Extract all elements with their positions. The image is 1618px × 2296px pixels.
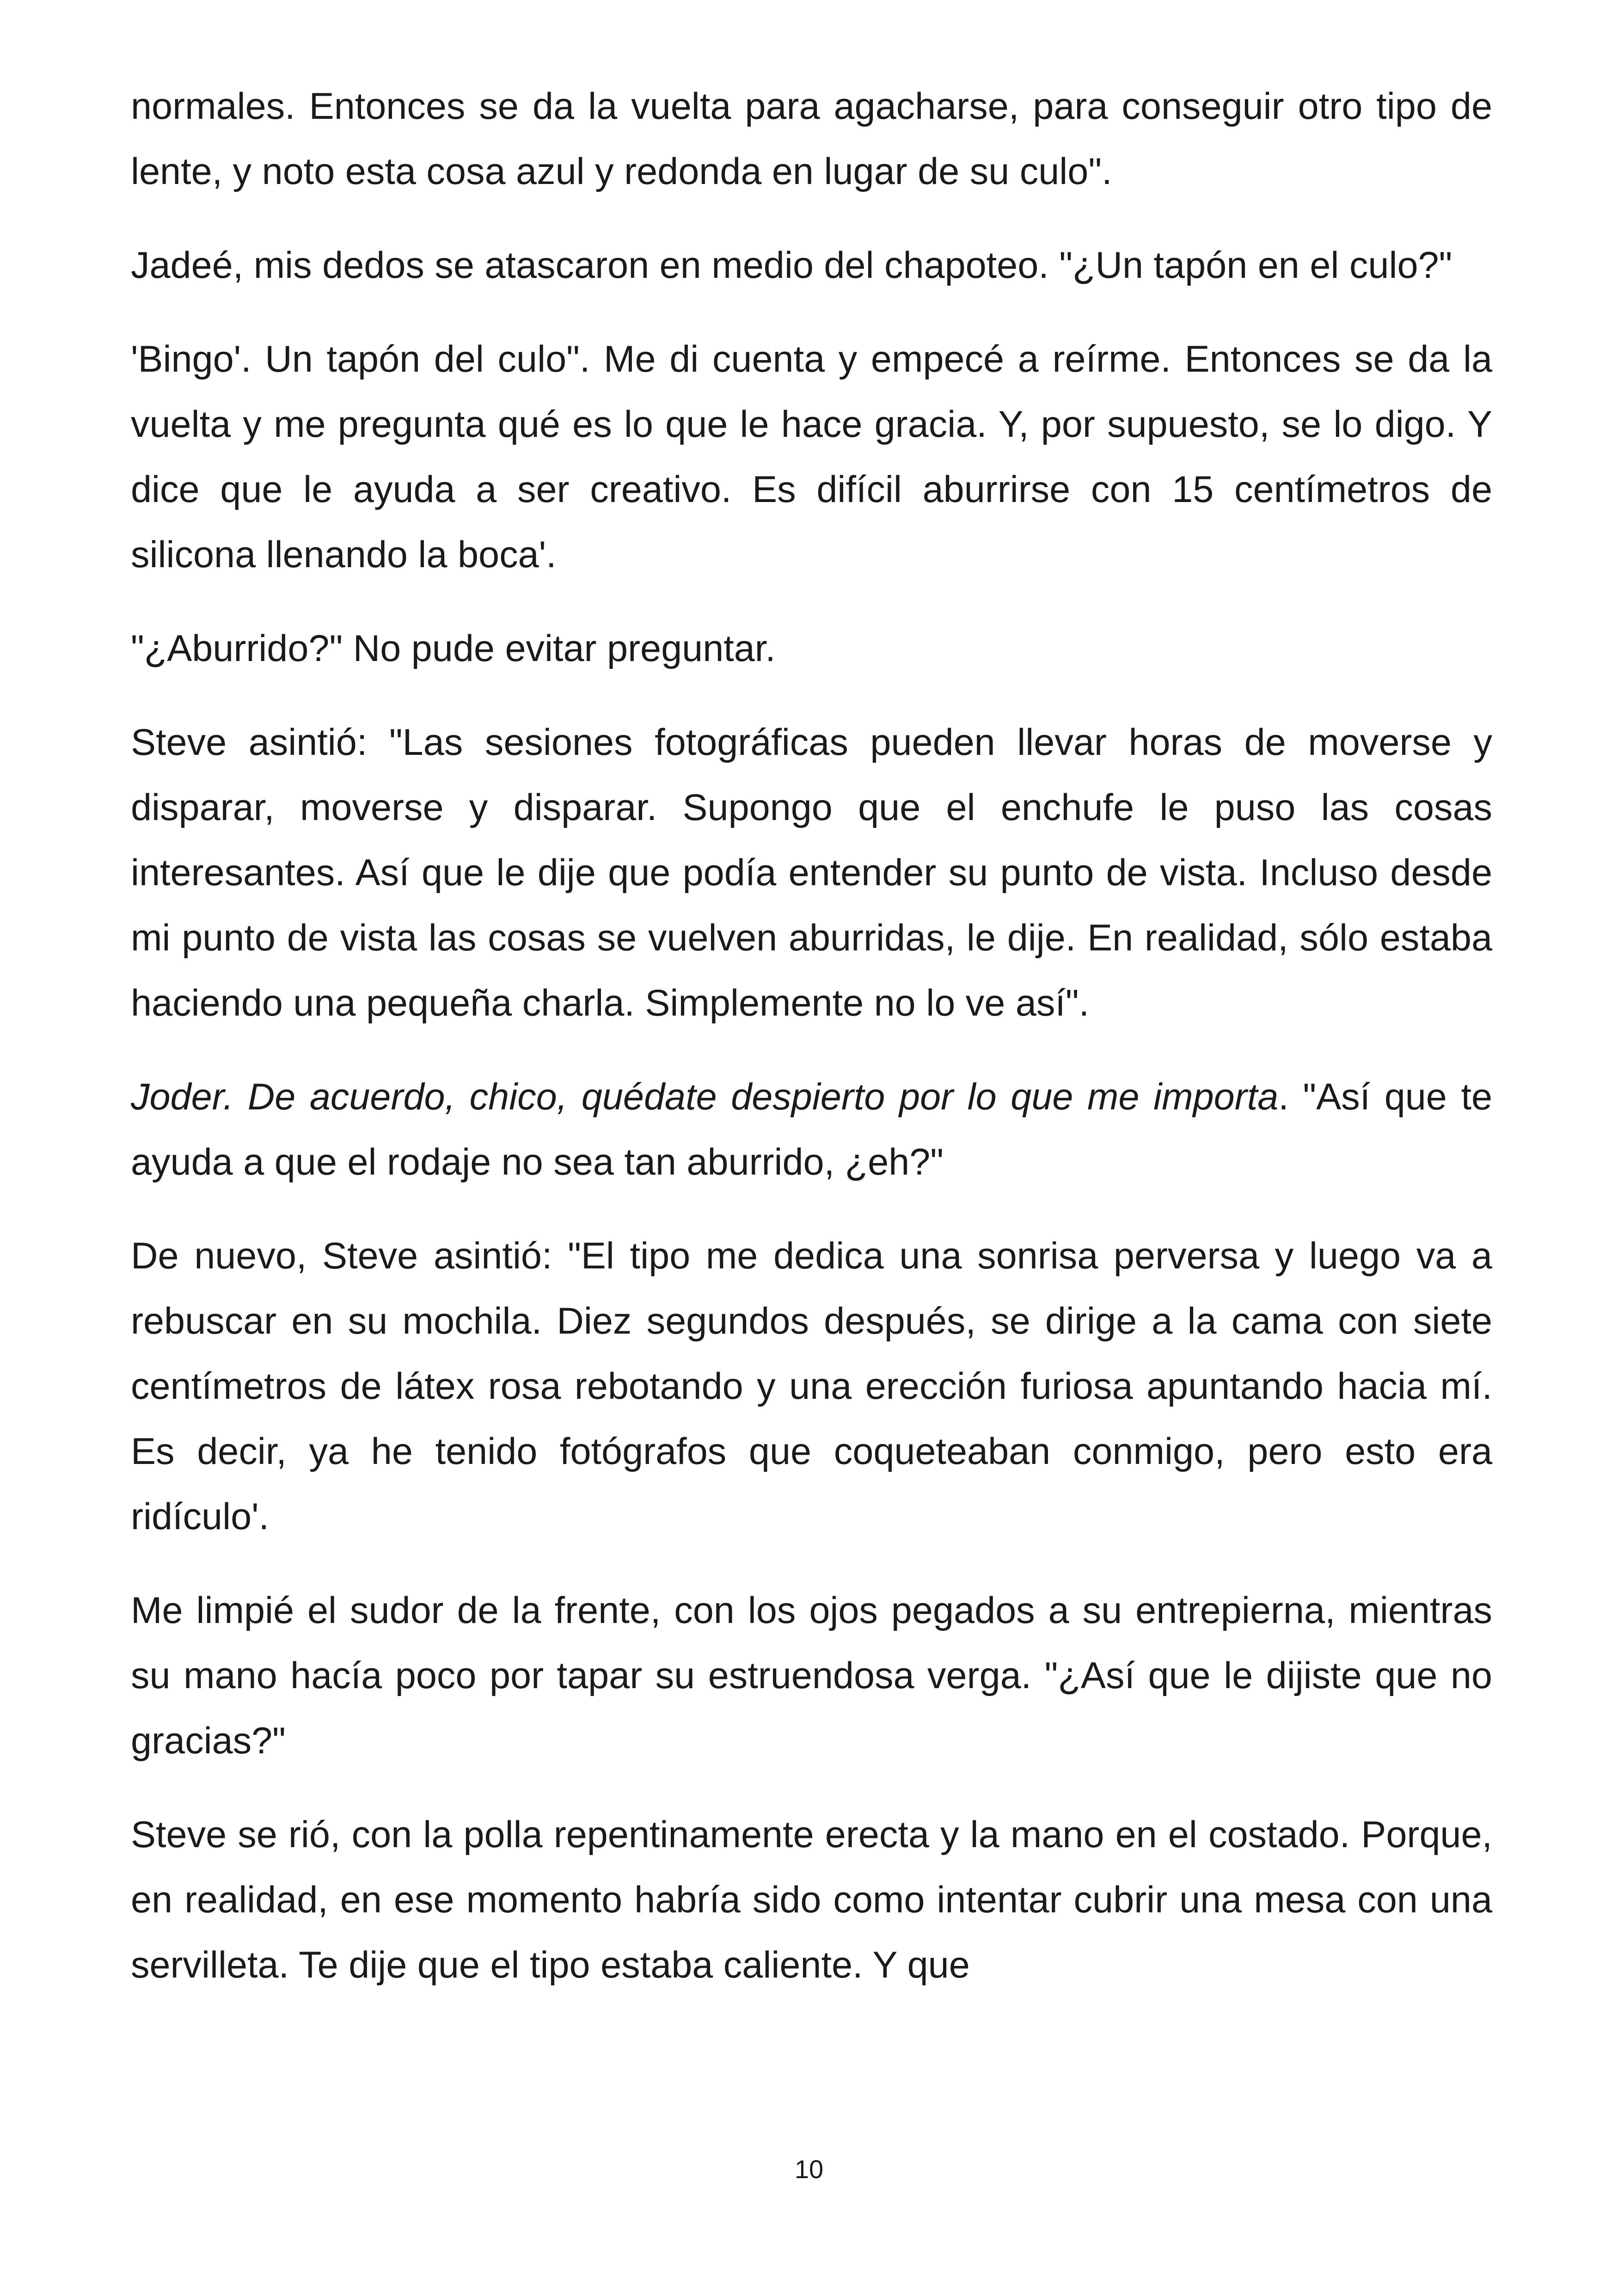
paragraph: 'Bingo'. Un tapón del culo". Me di cuenta y empecé a reírme. Entonces se da la vuelta y me pregunta qué es lo que le hace gracia. Y, por supuesto, se lo digo. Y dice que le ayuda a ser creativo. Es difícil aburrirse con 15 centímetros de silicona llenando la boca'. <box>131 338 1492 576</box>
paragraph: Me limpié el sudor de la frente, con los ojos pegados a su entrepierna, mientras su mano hacía poco por tapar su estruendosa verga. "¿Así que le dijiste que no gracias?" <box>131 1590 1492 1762</box>
paragraph <box>131 1065 1492 1195</box>
paragraph: Jadeé, mis dedos se atascaron en medio del chapoteo. "¿Un tapón en el culo?" <box>131 245 1453 286</box>
page-number: 10 <box>794 2155 824 2184</box>
paragraph-continuation: . "Así que te ayuda a que el rodaje no sea tan aburrido, ¿eh?" <box>131 1076 1493 1183</box>
body-text <box>131 74 1492 2027</box>
paragraph: Steve se rió, con la polla repentinamente erecta y la mano en el costado. Porque, en realidad, en ese momento habría sido como intentar cubrir una mesa con una servilleta. Te dije que el tipo estaba caliente. Y que <box>131 1814 1492 1986</box>
paragraph: "¿Aburrido?" No pude evitar preguntar. <box>131 628 776 669</box>
paragraph: normales. Entonces se da la vuelta para agacharse, para conseguir otro tipo de lente, y noto esta cosa azul y redonda en lugar de su culo". <box>131 86 1492 192</box>
paragraph: De nuevo, Steve asintió: "El tipo me dedica una sonrisa perversa y luego va a rebuscar en su mochila. Diez segundos después, se dirige a la cama con siete centímetros de látex rosa rebotando y una erección furiosa apuntando hacia mí. Es decir, ya he tenido fotógrafos que coqueteaban conmigo, pero esto era ridículo'. <box>131 1235 1492 1537</box>
italic-thought: Joder. De acuerdo, chico, quédate despierto por lo que me importa <box>131 1076 1279 1118</box>
paragraph: Steve asintió: "Las sesiones fotográficas pueden llevar horas de moverse y disparar, moverse y disparar. Supongo que el enchufe le puso las cosas interesantes. Así que le dije que podía entender su punto de vista. Incluso desde mi punto de vista las cosas se vuelven aburridas, le dije. En realidad, sólo estaba haciendo una pequeña charla. Simplemente no lo ve así". <box>131 722 1492 1024</box>
